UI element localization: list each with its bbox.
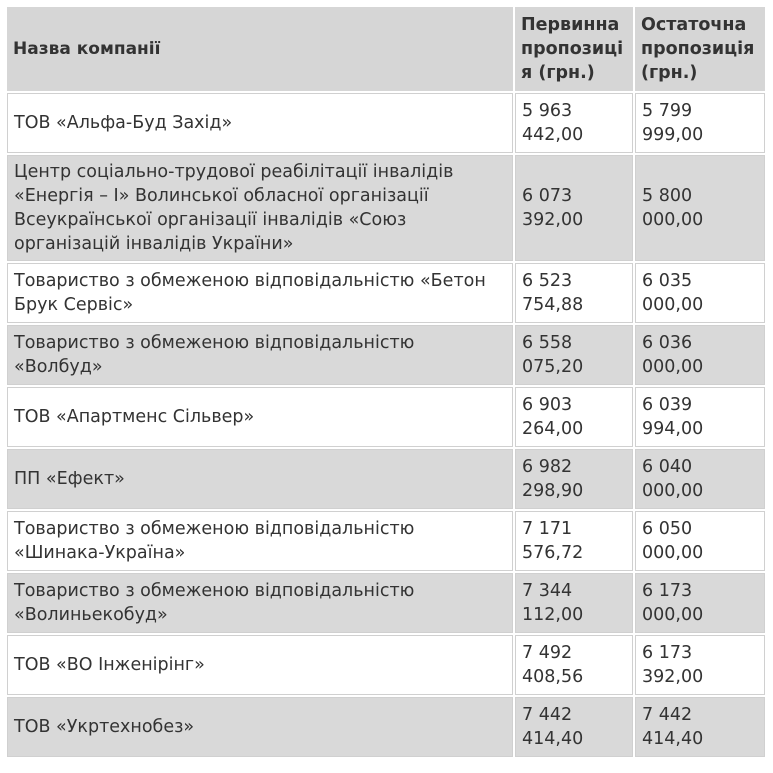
company-name-cell: ПП «Ефект» [7, 449, 513, 509]
table-row [7, 325, 765, 385]
final-offer-cell: 7 442 414,40 [635, 697, 765, 757]
initial-offer-cell: 7 344 112,00 [515, 573, 633, 633]
final-offer-cell: 6 040 000,00 [635, 449, 765, 509]
offers-table-container [5, 5, 767, 759]
final-offer-cell: 6 035 000,00 [635, 263, 765, 323]
final-offer-cell: 5 799 999,00 [635, 93, 765, 153]
table-row [7, 263, 765, 323]
table-row [7, 449, 765, 509]
initial-offer-cell: 6 523 754,88 [515, 263, 633, 323]
final-offer-cell: 5 800 000,00 [635, 155, 765, 261]
final-offer-cell: 6 173 000,00 [635, 573, 765, 633]
table-row [7, 155, 765, 261]
table-row [7, 387, 765, 447]
initial-offer-cell: 6 558 075,20 [515, 325, 633, 385]
company-name-cell: ТОВ «Апартменс Сільвер» [7, 387, 513, 447]
initial-offer-cell: 7 492 408,56 [515, 635, 633, 695]
initial-offer-cell: 6 903 264,00 [515, 387, 633, 447]
table-row [7, 697, 765, 757]
company-name-cell: ТОВ «ВО Інженірінг» [7, 635, 513, 695]
header-company-name: Назва компанії [7, 7, 513, 91]
company-name-cell: ТОВ «Укртехнобез» [7, 697, 513, 757]
header-final-offer: Остаточна пропозиція (грн.) [635, 7, 765, 91]
table-row [7, 635, 765, 695]
final-offer-cell: 6 039 994,00 [635, 387, 765, 447]
final-offer-cell: 6 173 392,00 [635, 635, 765, 695]
table-header-row [7, 7, 765, 91]
header-initial-offer: Первинна пропозиція (грн.) [515, 7, 633, 91]
offers-table [5, 5, 767, 759]
company-name-cell: Товариство з обмеженою відповідальністю «Шинака-Україна» [7, 511, 513, 571]
initial-offer-cell: 7 442 414,40 [515, 697, 633, 757]
initial-offer-cell: 7 171 576,72 [515, 511, 633, 571]
company-name-cell: Товариство з обмеженою відповідальністю «Бетон Брук Сервіс» [7, 263, 513, 323]
final-offer-cell: 6 036 000,00 [635, 325, 765, 385]
company-name-cell: Товариство з обмеженою відповідальністю «Волбуд» [7, 325, 513, 385]
initial-offer-cell: 6 982 298,90 [515, 449, 633, 509]
initial-offer-cell: 6 073 392,00 [515, 155, 633, 261]
initial-offer-cell: 5 963 442,00 [515, 93, 633, 153]
final-offer-cell: 6 050 000,00 [635, 511, 765, 571]
table-row [7, 511, 765, 571]
table-row [7, 93, 765, 153]
table-row [7, 573, 765, 633]
company-name-cell: Центр соціально-трудової реабілітації інвалідів «Енергія – І» Волинської обласної організації Всеукраїнської організації інвалідів «Союз організацій інвалідів України» [7, 155, 513, 261]
company-name-cell: Товариство з обмеженою відповідальністю «Волиньекобуд» [7, 573, 513, 633]
company-name-cell: ТОВ «Альфа-Буд Захід» [7, 93, 513, 153]
